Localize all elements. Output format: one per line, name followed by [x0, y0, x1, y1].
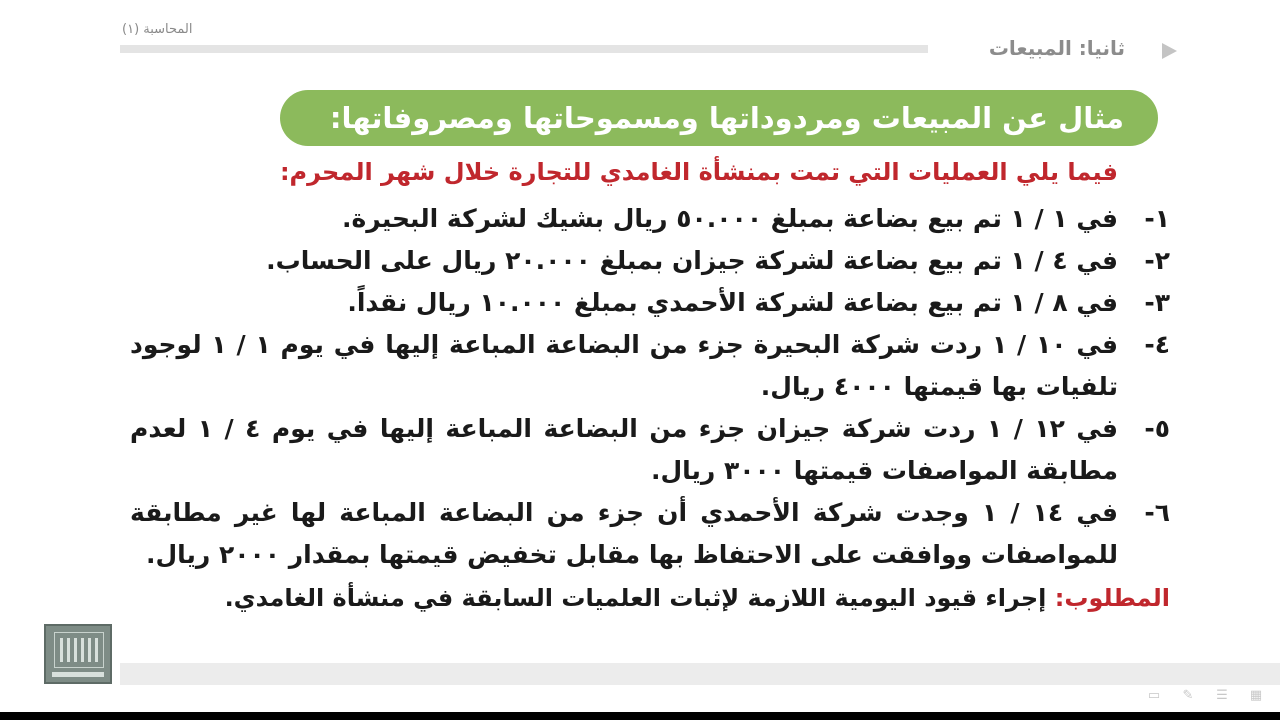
item-number: ١- [1144, 204, 1170, 233]
item-text: في ١٢ / ١ ردت شركة جيزان جزء من البضاعة المباعة إليها في يوم ٤ / ١ لعدم مطابقة المواصفات قيمتها ٣٠٠٠ ريال. [130, 414, 1119, 485]
intro-text: فيما يلي العمليات التي تمت بمنشأة الغامدي للتجارة خلال شهر المحرم: [279, 158, 1118, 186]
section-title: ثانيا: المبيعات [988, 36, 1125, 60]
item-text: في ٨ / ١ تم بيع بضاعة لشركة الأحمدي بمبلغ ١٠.٠٠٠ ريال نقداً. [347, 288, 1118, 317]
item-text: في ١ / ١ تم بيع بضاعة بمبلغ ٥٠.٠٠٠ ريال بشيك لشركة البحيرة. [342, 204, 1118, 233]
menu-icon[interactable]: ☰ [1216, 688, 1228, 703]
list-item [130, 408, 1170, 492]
item-number: ٦- [1144, 498, 1170, 527]
comment-icon[interactable]: ▭ [1147, 688, 1161, 703]
item-number: ٤- [1144, 330, 1170, 359]
item-number: ٥- [1144, 414, 1170, 443]
logo-emblem [60, 638, 98, 662]
item-text: في ٤ / ١ تم بيع بضاعة لشركة جيزان بمبلغ ٢٠.٠٠٠ ريال على الحساب. [266, 246, 1118, 275]
list-item [130, 492, 1170, 576]
item-number: ٣- [1144, 288, 1170, 317]
player-tools [1144, 689, 1266, 703]
list-item [130, 324, 1170, 408]
list-item [130, 198, 1170, 240]
item-text: في ١٠ / ١ ردت شركة البحيرة جزء من البضاعة المباعة إليها في يوم ١ / ١ لوجود تلفيات بها قيمتها ٤٠٠٠ ريال. [130, 330, 1118, 401]
list-item [130, 282, 1170, 324]
grid-icon[interactable]: ▦ [1249, 688, 1263, 703]
required-task [130, 578, 1170, 618]
item-text: في ١٤ / ١ وجدت شركة الأحمدي أن جزء من البضاعة المباعة لها غير مطابقة للمواصفات ووافقت على الاحتفاظ بها مقابل تخفيض قيمتها بمقدار ٢٠٠٠ ريال. [130, 498, 1118, 569]
course-label: المحاسبة (١) [122, 22, 193, 37]
header-divider [120, 45, 928, 53]
required-label: المطلوب: [1054, 584, 1170, 612]
item-number: ٢- [1144, 246, 1170, 275]
required-text: إجراء قيود اليومية اللازمة لإثبات العلميات السابقة في منشأة الغامدي. [224, 584, 1047, 612]
university-logo-icon [44, 624, 112, 684]
slide-heading: مثال عن المبيعات ومردوداتها ومسموحاتها ومصروفاتها: [280, 90, 1158, 146]
letterbox-bottom [0, 712, 1280, 720]
list-item [130, 240, 1170, 282]
transaction-list [130, 198, 1170, 618]
logo-caption-strip [52, 672, 104, 677]
pen-icon[interactable]: ✎ [1182, 688, 1194, 703]
section-arrow-icon [1162, 43, 1177, 59]
footer-bar [120, 663, 1280, 685]
